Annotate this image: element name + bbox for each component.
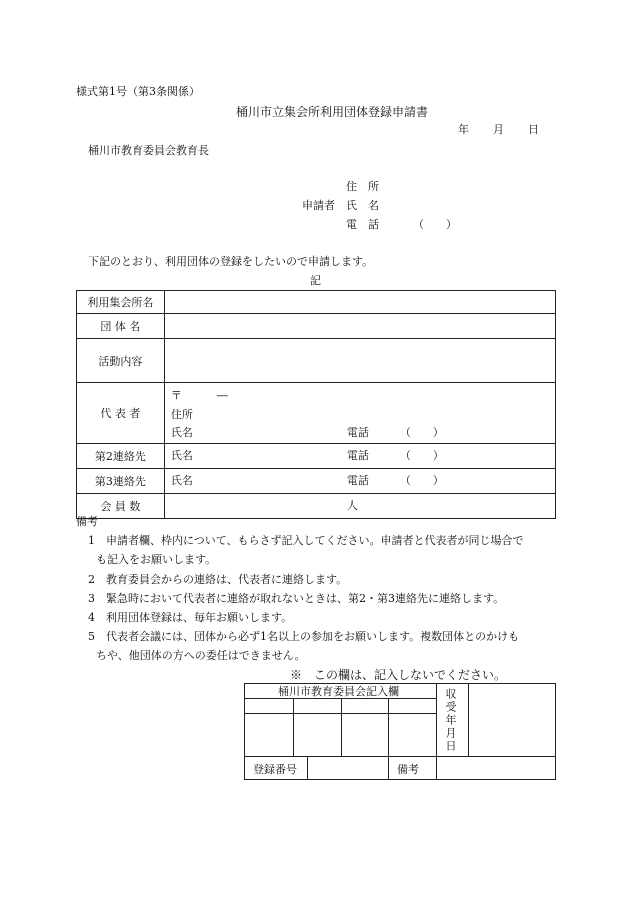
- form-number: 様式第1号（第3条関係）: [76, 85, 200, 98]
- contact2-phone-label: 電話: [346, 449, 369, 462]
- notes-title: 備考: [76, 515, 98, 528]
- row-facility: [77, 291, 556, 314]
- members-value[interactable]: [164, 494, 555, 519]
- note-3-num: 3: [88, 592, 95, 605]
- note-1-line1: 申請者欄、枠内について、もらさず記入してください。申請者と代表者が同じ場合で: [106, 534, 524, 547]
- note-4-num: 4: [88, 611, 95, 624]
- contact2-name-label: 氏名: [170, 449, 193, 462]
- note-5-num: 5: [88, 630, 95, 643]
- date-day: 日: [528, 123, 539, 136]
- rep-phone-paren: （ ）: [399, 426, 444, 439]
- form-title: 桶川市立集会所利用団体登録申請書: [236, 105, 429, 119]
- note-1-line2: も記入をお願いします。: [96, 553, 217, 566]
- contact3-label: 第3連絡先: [77, 469, 165, 494]
- addressee: 桶川市教育委員会教育長: [88, 144, 209, 157]
- contact3-phone-label: 電話: [346, 474, 369, 487]
- ki-label: 記: [310, 274, 321, 287]
- contact3-value[interactable]: [164, 469, 555, 494]
- row-contact3: [77, 469, 556, 494]
- note-4-line1: 利用団体登録は、毎年お願いします。: [106, 611, 293, 624]
- contact2-phone-paren: （ ）: [399, 449, 444, 462]
- note-1-num: 1: [88, 534, 95, 547]
- activity-value[interactable]: [164, 339, 555, 383]
- activity-label: 活動内容: [77, 339, 165, 383]
- row-contact2: [77, 444, 556, 469]
- contact2-label: 第2連絡先: [77, 444, 165, 469]
- rep-name-label: 氏名: [170, 426, 193, 439]
- facility-label: 利用集会所名: [77, 291, 165, 314]
- rep-address-label: 住所: [170, 408, 193, 421]
- row-activity: [77, 339, 556, 383]
- contact2-value[interactable]: [164, 444, 555, 469]
- applicant-phone-paren: （ ）: [413, 218, 457, 231]
- intro-text: 下記のとおり、利用団体の登録をしたいので申請します。: [88, 255, 374, 268]
- members-unit: 人: [346, 499, 358, 512]
- date-month: 月: [493, 123, 504, 136]
- note-5-line1: 代表者会議には、団体から必ず1名以上の参加をお願いします。複数団体とのかけも: [106, 630, 520, 643]
- applicant-name-label: 氏 名: [346, 199, 379, 212]
- postal-mark: 〒: [170, 389, 182, 402]
- group-label: 団 体 名: [77, 314, 165, 339]
- note-5-line2: ちや、他団体の方への委任はできません。: [96, 649, 306, 662]
- office-header: 桶川市教育委員会記入欄: [278, 685, 399, 698]
- office-remarks-label: 備考: [397, 763, 419, 776]
- office-note: ※ この欄は、記入しないでください。: [290, 668, 507, 682]
- note-3-line1: 緊急時において代表者に連絡が取れないときは、第2・第3連絡先に連絡します。: [106, 592, 505, 605]
- rep-value[interactable]: [164, 383, 555, 444]
- applicant-phone-label: 電 話: [346, 218, 379, 231]
- application-table: [76, 290, 556, 519]
- postal-dash: ―: [216, 389, 228, 402]
- row-members: [77, 494, 556, 519]
- date-year: 年: [458, 123, 469, 136]
- facility-value[interactable]: [164, 291, 555, 314]
- contact3-phone-paren: （ ）: [399, 474, 444, 487]
- note-2-line1: 教育委員会からの連絡は、代表者に連絡します。: [106, 573, 348, 586]
- contact3-name-label: 氏名: [170, 474, 193, 487]
- members-label: 会 員 数: [77, 494, 165, 519]
- rep-label: 代 表 者: [77, 383, 165, 444]
- row-group: [77, 314, 556, 339]
- received-date-label: 収受年月日: [444, 688, 457, 753]
- note-2-num: 2: [88, 573, 95, 586]
- applicant-address-label: 住 所: [346, 180, 379, 193]
- reg-number-label: 登録番号: [253, 763, 297, 776]
- group-value[interactable]: [164, 314, 555, 339]
- rep-phone-label: 電話: [346, 426, 369, 439]
- applicant-label: 申請者: [302, 199, 335, 212]
- office-box: [244, 683, 556, 780]
- row-representative: [77, 383, 556, 444]
